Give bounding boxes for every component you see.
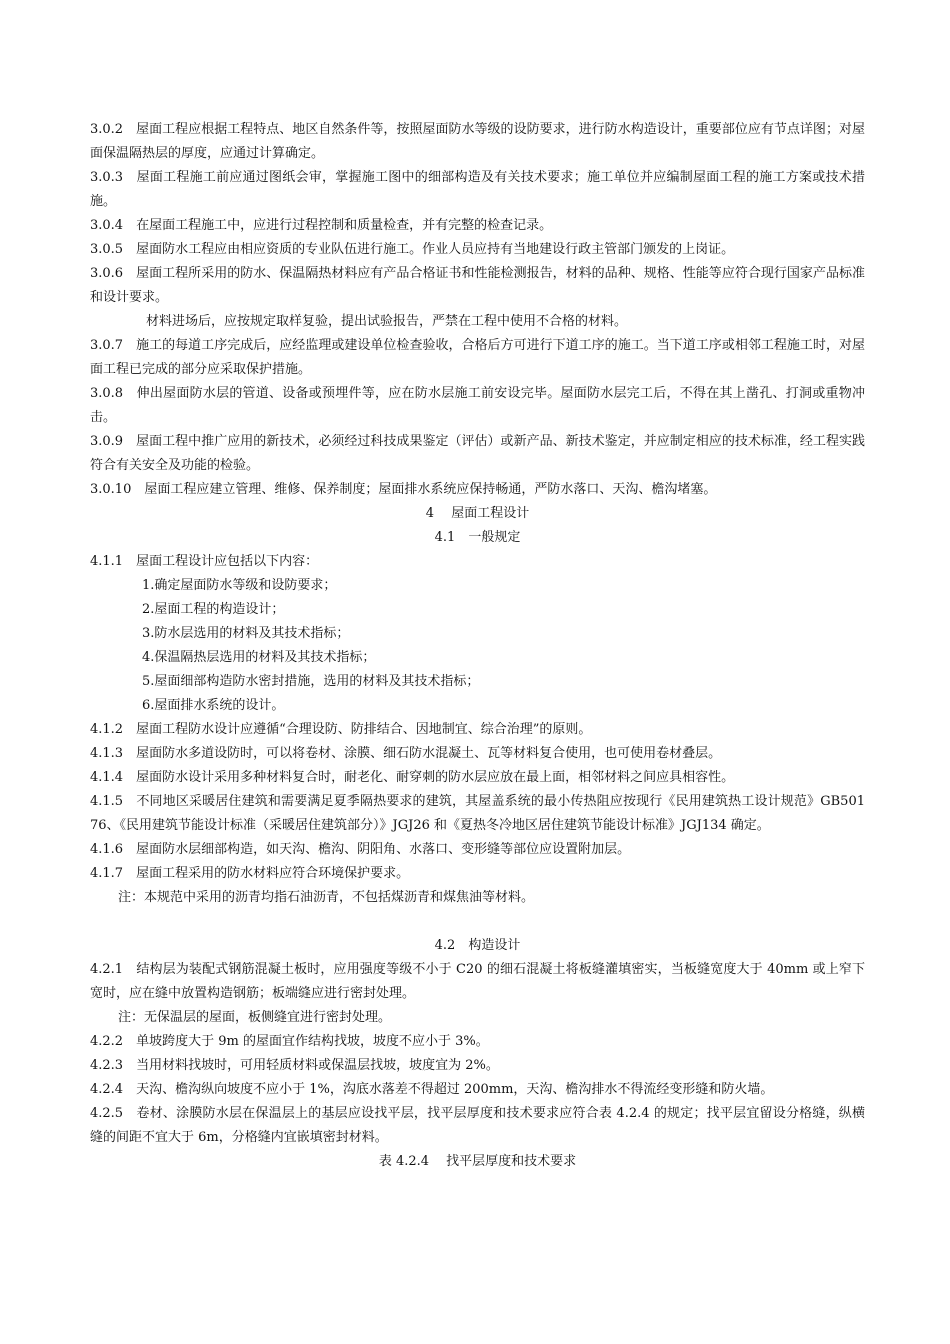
clause-4-1-4: 4.1.4 屋面防水设计采用多种材料复合时，耐老化、耐穿刺的防水层应放在最上面，相邻材料之间应具相容性。	[90, 770, 735, 785]
clause-3-0-10: 3.0.10 屋面工程应建立管理、维修、保养制度；屋面排水系统应保持畅通，严防水落口、天沟、檐沟堵塞。	[90, 482, 717, 497]
clause-3-0-9: 3.0.9 屋面工程中推广应用的新技术，必须经过科技成果鉴定（评估）或新产品、新技术鉴定，并应制定相应的技术标准，经工程实践符合有关安全及功能的检验。	[90, 434, 865, 473]
clause-4-2-1: 4.2.1 结构层为装配式钢筋混凝土板时，应用强度等级不小于 C20 的细石混凝土将板缝灌填密实，当板缝宽度大于 40mm 或上窄下宽时，应在缝中放置构造钢筋；板端缝应进行密封处理。	[90, 962, 865, 1001]
clause-3-0-2: 3.0.2 屋面工程应根据工程特点、地区自然条件等，按照屋面防水等级的设防要求，进行防水构造设计，重要部位应有节点详图；对屋面保温隔热层的厚度，应通过计算确定。	[90, 122, 865, 161]
note-4-1: 注：本规范中采用的沥青均指石油沥青，不包括煤沥青和煤焦油等材料。	[118, 890, 535, 905]
clause-3-0-5: 3.0.5 屋面防水工程应由相应资质的专业队伍进行施工。作业人员应持有当地建设行政主管部门颁发的上岗证。	[90, 242, 735, 257]
table-4-2-4-title: 表 4.2.4 找平层厚度和技术要求	[378, 1154, 577, 1169]
clause-3-0-7: 3.0.7 施工的每道工序完成后，应经监理或建设单位检查验收，合格后方可进行下道工序的施工。当下道工序或相邻工程施工时，对屋面工程已完成的部分应采取保护措施。	[90, 338, 865, 377]
clause-4-1-6: 4.1.6 屋面防水层细部构造，如天沟、檐沟、阴阳角、水落口、变形缝等部位应设置附加层。	[90, 842, 631, 857]
clause-4-2-4: 4.2.4 天沟、檐沟纵向坡度不应小于 1%，沟底水落差不得超过 200mm，天沟、檐沟排水不得流经变形缝和防火墙。	[90, 1082, 774, 1097]
clause-3-0-4: 3.0.4 在屋面工程施工中，应进行过程控制和质量检查，并有完整的检查记录。	[90, 218, 553, 233]
clause-4-1-7: 4.1.7 屋面工程采用的防水材料应符合环境保护要求。	[90, 866, 410, 881]
clause-4-2-5: 4.2.5 卷材、涂膜防水层在保温层上的基层应设找平层，找平层厚度和技术要求应符合表 4.2.4 的规定；找平层宜留设分格缝，纵横缝的间距不宜大于 6m，分格缝内宜嵌填密封材料。	[90, 1106, 865, 1145]
note-4-2-1: 注：无保温层的屋面，板侧缝宜进行密封处理。	[118, 1010, 392, 1025]
section-4-2-heading: 4.2 构造设计	[434, 938, 521, 953]
list-item: 5.屋面细部构造防水密封措施，选用的材料及其技术指标；	[142, 674, 480, 689]
list-item: 4.保温隔热层选用的材料及其技术指标；	[142, 650, 376, 665]
list-item: 6.屋面排水系统的设计。	[142, 698, 285, 713]
clause-3-0-3: 3.0.3 屋面工程施工前应通过图纸会审，掌握施工图中的细部构造及有关技术要求；施工单位并应编制屋面工程的施工方案或技术措施。	[90, 170, 865, 209]
document-body	[90, 118, 865, 1174]
section-4-1-heading: 4.1 一般规定	[434, 530, 521, 545]
clause-4-1-2: 4.1.2 屋面工程防水设计应遵循“合理设防、防排结合、因地制宜、综合治理”的原则。	[90, 722, 592, 737]
clause-3-0-6-continuation: 材料进场后，应按规定取样复验，提出试验报告，严禁在工程中使用不合格的材料。	[146, 314, 628, 329]
clause-4-2-3: 4.2.3 当用材料找坡时，可用轻质材料或保温层找坡，坡度宜为 2%。	[90, 1058, 499, 1073]
clause-4-1-3: 4.1.3 屋面防水多道设防时，可以将卷材、涂膜、细石防水混凝土、瓦等材料复合使用，也可使用卷材叠层。	[90, 746, 722, 761]
clause-4-1-5: 4.1.5 不同地区采暖居住建筑和需要满足夏季隔热要求的建筑，其屋盖系统的最小传热阻应按现行《民用建筑热工设计规范》GB50176、《民用建筑节能设计标准（采暖居住建筑部分）》JGJ26 和《夏热冬冷地区居住建筑节能设计标准》JGJ134 确定。	[90, 794, 865, 833]
list-item: 1.确定屋面防水等级和设防要求；	[142, 578, 337, 593]
list-item: 3.防水层选用的材料及其技术指标；	[142, 626, 350, 641]
clause-4-2-2: 4.2.2 单坡跨度大于 9m 的屋面宜作结构找坡，坡度不应小于 3%。	[90, 1034, 489, 1049]
clause-3-0-8: 3.0.8 伸出屋面防水层的管道、设备或预埋件等，应在防水层施工前安设完毕。屋面防水层完工后，不得在其上凿孔、打洞或重物冲击。	[90, 386, 865, 425]
list-item: 2.屋面工程的构造设计；	[142, 602, 285, 617]
section-spacer	[90, 910, 865, 934]
clause-3-0-6: 3.0.6 屋面工程所采用的防水、保温隔热材料应有产品合格证书和性能检测报告，材料的品种、规格、性能等应符合现行国家产品标准和设计要求。	[90, 266, 865, 305]
clause-4-1-1: 4.1.1 屋面工程设计应包括以下内容：	[90, 554, 319, 569]
chapter-4-heading: 4 屋面工程设计	[425, 506, 530, 521]
